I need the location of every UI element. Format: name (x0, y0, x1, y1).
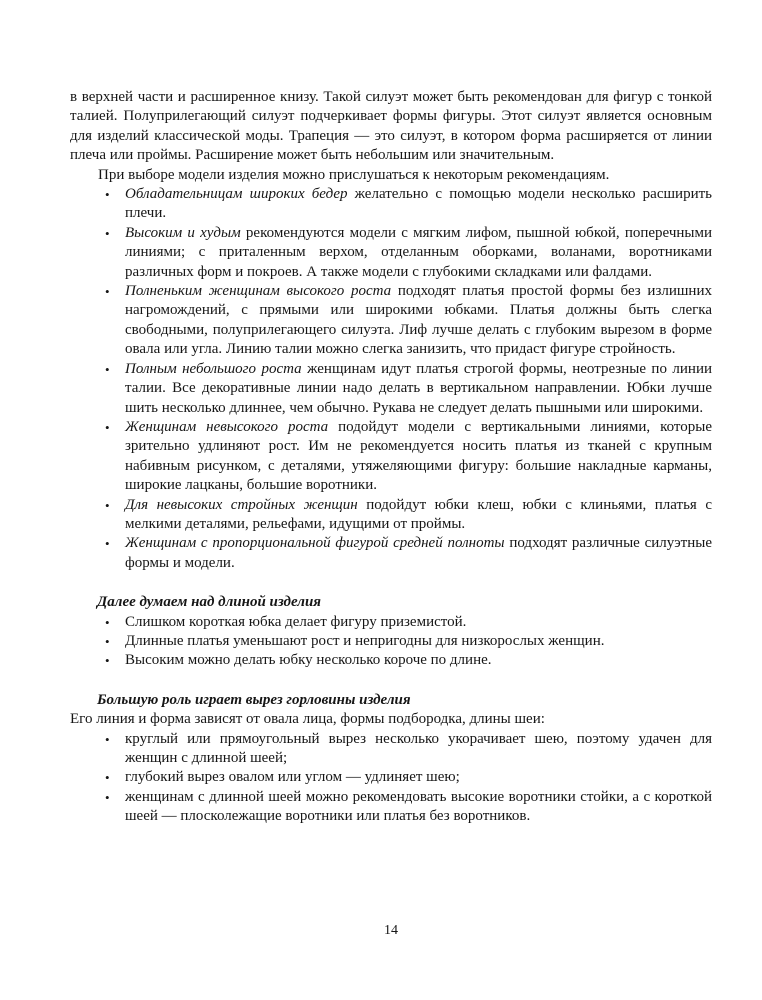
list-item-lead: Женщинам с пропорциональной фигурой средней полноты (125, 535, 505, 552)
paragraph-silhouette-continuation: в верхней части и расширенное книзу. Такой силуэт может быть рекомендован для фигур с тонкой талией. Полуприлегающий силуэт подчеркивает формы фигуры. Этот силуэт является основным для изделий классической моды. Трапеция — это силуэт, в котором форма расширяется от линии плеча или проймы. Расширение может быть небольшим или значительным. (70, 89, 712, 164)
list-item-body: женщинам идут платья строгой формы, неотрезные по линии талии. Все декоративные линии надо делать в вертикальном направлении. Юбки лучше шить несколько длиннее, чем обычно. Рукава не следует делать пышными или широкими. (125, 360, 712, 416)
list-item-body: желательно с помощью модели несколько расширить плечи. (125, 186, 712, 222)
list-item-lead: Полненьким женщинам высокого роста (125, 283, 392, 300)
bullet-icon: • (105, 633, 110, 649)
list-item-body: подойдут юбки клеш, юбки с клиньями, платья с мелкими деталями, рельефами, идущими от проймы. (125, 496, 712, 532)
list-item-lead: Для невысоких стройных женщин (125, 496, 358, 513)
list-item (70, 651, 712, 670)
list-item-lead: Женщинам невысокого роста (125, 418, 329, 435)
garment-length-list (70, 613, 712, 671)
list-item (70, 282, 712, 360)
bullet-icon: • (105, 419, 110, 435)
list-item (70, 418, 712, 496)
list-item (70, 360, 712, 418)
bullet-icon: • (105, 225, 110, 241)
list-item-text (125, 418, 712, 496)
bullet-icon: • (105, 187, 110, 203)
list-item-body: подходят различные силуэтные формы и модели. (125, 535, 712, 571)
section-heading-garment-length: Далее думаем над длиной изделия (97, 594, 322, 611)
list-item-body: подойдут модели с вертикальными линиями, которые зрительно удлиняют рост. Им не рекомендуется носить платья из тканей с крупным набивным рисунком, с деталями, утяжеляющими фигуру: большие накладные карманы, широкие лацканы, большие воротники. (125, 418, 713, 494)
list-item (70, 788, 712, 827)
paragraph-recommendations-intro: При выборе модели изделия можно прислушаться к некоторым рекомендациям. (98, 166, 610, 183)
paragraph-neckline-intro: Его линия и форма зависят от овала лица, формы подбородка, длины шеи: (70, 711, 545, 728)
list-item-text (125, 496, 712, 535)
list-item (70, 224, 712, 282)
list-item-text (125, 224, 712, 282)
bullet-icon: • (105, 497, 110, 513)
bullet-icon: • (105, 284, 110, 300)
bullet-icon: • (105, 789, 110, 805)
list-item-text (125, 360, 712, 418)
list-item (70, 613, 712, 632)
list-item-text (125, 282, 712, 360)
list-item (70, 730, 712, 769)
list-item-text: Слишком короткая юбка делает фигуру приземистой. (125, 613, 467, 630)
list-item-text: Длинные платья уменьшают рост и непригодны для низкорослых женщин. (125, 632, 605, 649)
list-item-lead: Полным небольшого роста (125, 360, 302, 377)
list-item-body: подходят платья простой формы без излишних нагромождений, с прямыми или широкими юбками. Платья должны быть слегка свободными, полуприлегающего силуэта. Лиф лучше делать с глубоким вырезом в форме овала или угла. Линию талии можно слегка занизить, что придаст фигуре стройность. (125, 283, 712, 358)
list-item (70, 496, 712, 535)
section-heading-neckline: Большую роль играет вырез горловины изделия (97, 691, 411, 708)
bullet-icon: • (105, 361, 110, 377)
list-item (70, 768, 712, 787)
bullet-icon: • (105, 536, 110, 552)
list-item (70, 632, 712, 651)
neckline-list (70, 730, 712, 827)
list-item-text: Высоким можно делать юбку несколько короче по длине. (125, 652, 492, 669)
bullet-icon: • (105, 614, 110, 630)
list-item (70, 185, 712, 224)
recommendations-list (70, 185, 712, 573)
list-item-text (125, 185, 712, 224)
list-item-lead: Высоким и худым (125, 224, 241, 241)
bullet-icon: • (105, 770, 110, 786)
list-item (70, 534, 712, 573)
bullet-icon: • (105, 653, 110, 669)
bullet-icon: • (105, 731, 110, 747)
list-item-text (125, 534, 712, 573)
list-item-text: глубокий вырез овалом или углом — удлиняет шею; (125, 769, 460, 786)
list-item-body: рекомендуются модели с мягким лифом, пышной юбкой, поперечными линиями; с приталенным верхом, отделанным оборками, воланами, воротниками различных форм и покроев. А также модели с глубокими складками или фалдами. (125, 224, 712, 280)
list-item-lead: Обладательницам широких бедер (125, 186, 348, 203)
list-item-text: женщинам с длинной шеей можно рекомендовать высокие воротники стойки, а с короткой шеей — плосколежащие воротники или платья без воротников. (125, 788, 712, 825)
list-item-text: круглый или прямоугольный вырез несколько укорачивает шею, поэтому удачен для женщин с длинной шеей; (125, 730, 712, 766)
page-number: 14 (384, 923, 398, 938)
